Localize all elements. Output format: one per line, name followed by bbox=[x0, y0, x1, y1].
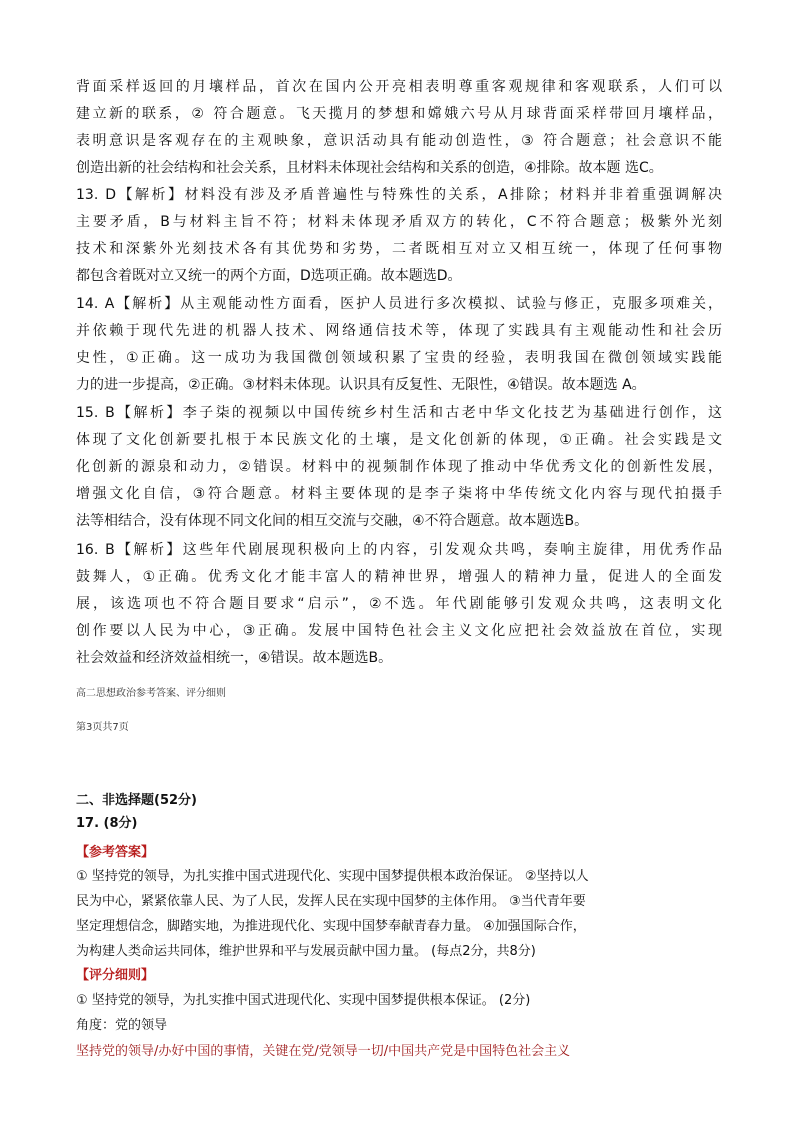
text-line: 创造出新的社会结构和社会关系，且材料未体现社会结构和关系的创造，④排除。故本题 选C。 bbox=[76, 160, 663, 176]
section-heading: 二、非选择题(52分) bbox=[76, 793, 197, 808]
answer-15-line: 15. B【解析】李子柒的视频以中国传统乡村生活和古老中华文化技艺为基础进行创作，这 bbox=[76, 405, 722, 421]
text-line: 建立新的联系，② 符合题意。飞天揽月的梦想和嫦娥六号从月球背面采样带回月壤样品， bbox=[76, 106, 722, 122]
text-line: 背面采样返回的月壤样品，首次在国内公开亮相表明尊重客观规律和客观联系，人们可以 bbox=[76, 79, 722, 95]
answer-text-line: 为构建人类命运共同体，维护世界和平与发展贡献中国力量。 (每点2分，共8分) bbox=[76, 944, 536, 959]
text-line: 社会效益和经济效益相统一，④错误。故本题选B。 bbox=[76, 650, 393, 666]
text-line: 并依赖于现代先进的机器人技术、网络通信技术等，体现了实践具有主观能动性和社会历 bbox=[76, 323, 722, 339]
text-line: 体现了文化创新要扎根于本民族文化的土壤，是文化创新的体现，①正确。社会实践是文 bbox=[76, 432, 722, 448]
question-17-heading: 17. (8分) bbox=[76, 816, 138, 831]
text-line: 化创新的源泉和动力，②错误。材料中的视频制作体现了推动中华优秀文化的创新性发展， bbox=[76, 459, 722, 475]
answer-13-line: 13. D【解析】材料没有涉及矛盾普遍性与特殊性的关系，A排除；材料并非着重强调解决 bbox=[76, 187, 722, 203]
scoring-text-line: 角度：党的领导 bbox=[76, 1018, 168, 1033]
text-line: 主要矛盾，B与材料主旨不符；材料未体现矛盾双方的转化，C不符合题意；极紫外光刻 bbox=[76, 214, 722, 230]
text-line: 技术和深紫外光刻技术各有其优势和劣势，二者既相互对立又相互统一，体现了任何事物 bbox=[76, 241, 722, 257]
text-line: 史性，①正确。这一成功为我国微创领域积累了宝贵的经验，表明我国在微创领域实践能 bbox=[76, 350, 722, 366]
text-line: 展，该选项也不符合题目要求“启示”，②不选。年代剧能够引发观众共鸣，这表明文化 bbox=[76, 596, 722, 612]
text-line: 都包含着既对立又统一的两个方面，D选项正确。故本题选D。 bbox=[76, 268, 462, 284]
answer-text-line: 民为中心，紧紧依靠人民、为了人民，发挥人民在实现中国梦的主体作用。 ③当代青年要 bbox=[76, 894, 586, 909]
answer-14-line: 14. A【解析】从主观能动性方面看，医护人员进行多次模拟、试验与修正，克服多项难关， bbox=[76, 296, 722, 312]
answer-16-line: 16. B【解析】这些年代剧展现积极向上的内容，引发观众共鸣，奏响主旋律，用优秀作品 bbox=[76, 542, 722, 558]
text-line: 创作要以人民为中心，③正确。发展中国特色社会主义文化应把社会效益放在首位，实现 bbox=[76, 623, 722, 639]
answer-text-line: ① 坚持党的领导，为扎实推中国式进现代化、实现中国梦提供根本政治保证。 ②坚持以人 bbox=[76, 869, 589, 884]
text-line: 力的进一步提高，②正确。③材料未体现。认识具有反复性、无限性，④错误。故本题选 A。 bbox=[76, 377, 646, 393]
scoring-rules-tag: 【评分细则】 bbox=[76, 968, 155, 983]
text-line: 增强文化自信，③符合题意。材料主要体现的是李子柒将中华传统文化内容与现代拍摄手 bbox=[76, 486, 722, 502]
page-number: 第3页共7页 bbox=[76, 722, 129, 733]
reference-answer-tag: 【参考答案】 bbox=[76, 845, 155, 860]
text-line: 鼓舞人，①正确。优秀文化才能丰富人的精神世界，增强人的精神力量，促进人的全面发 bbox=[76, 569, 722, 585]
text-line: 表明意识是客观存在的主观映象，意识活动具有能动创造性，③ 符合题意；社会意识不能 bbox=[76, 133, 722, 149]
text-line: 法等相结合，没有体现不同文化间的相互交流与交融，④不符合题意。故本题选B。 bbox=[76, 513, 589, 529]
scoring-text-line: ① 坚持党的领导，为扎实推中国式进现代化、实现中国梦提供根本保证。 (2分) bbox=[76, 993, 531, 1008]
scoring-keywords-line: 坚持党的领导/办好中国的事情，关键在党/党领导一切/中国共产党是中国特色社会主义 bbox=[76, 1044, 571, 1059]
answer-text-line: 坚定理想信念，脚踏实地，为推进现代化、实现中国梦奉献青春力量。 ④加强国际合作， bbox=[76, 919, 586, 934]
footer-title: 高二思想政治参考答案、评分细则 bbox=[76, 688, 226, 699]
